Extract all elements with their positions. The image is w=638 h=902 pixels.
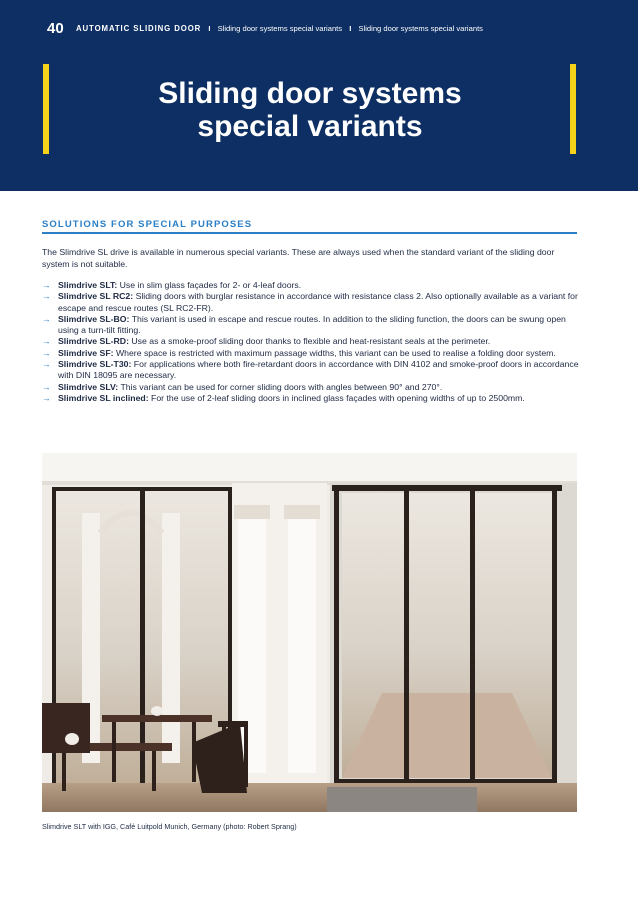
breadcrumb-item: Sliding door systems special variants: [358, 24, 483, 33]
variant-description: This variant is used in escape and rescue routes. In addition to the sliding function, the doors can be swung open using a turn-tilt fitting.: [58, 313, 566, 336]
list-item: [42, 393, 582, 404]
variant-name: Slimdrive SL inclined:: [58, 392, 149, 403]
header-band: [0, 0, 638, 191]
list-item: [42, 291, 582, 314]
arrow-right-icon: →: [42, 392, 51, 403]
variant-description: For applications where both fire-retardant doors in accordance with DIN 4102 and smoke-proof doors in accordance with DIN 18095 are necessary.: [58, 359, 579, 381]
arrow-right-icon: →: [42, 336, 51, 347]
accent-bar-left: [43, 64, 49, 154]
list-item: [42, 359, 582, 382]
arrow-right-icon: →: [42, 347, 51, 358]
arrow-right-icon: →: [42, 280, 51, 290]
page-title-line: Sliding door systems: [158, 77, 462, 110]
variant-name: Slimdrive SF:: [58, 347, 114, 358]
breadcrumb-separator: I: [349, 24, 352, 33]
variant-description: Where space is restricted with maximum passage widths, this variant can be used to realise a folding door system.: [113, 347, 556, 358]
page-title: [100, 77, 520, 143]
arrow-right-icon: →: [42, 359, 51, 370]
variant-name: Slimdrive SLV:: [58, 381, 119, 392]
variant-name: Slimdrive SLT:: [58, 280, 118, 290]
page-number: 40: [47, 20, 64, 37]
photo-caption: Slimdrive SLT with IGG, Café Luitpold Munich, Germany (photo: Robert Sprang): [42, 822, 297, 831]
arrow-right-icon: →: [42, 313, 51, 324]
list-item: [42, 280, 582, 291]
arrow-right-icon: →: [42, 381, 51, 392]
cafe-sliding-door-photo: [42, 453, 577, 812]
list-item: [42, 336, 582, 347]
section-divider: [42, 232, 577, 234]
variant-name: Slimdrive SL-RD:: [58, 336, 129, 347]
breadcrumb-item: Sliding door systems special variants: [217, 24, 343, 33]
variant-list: [42, 280, 582, 404]
section-heading: SOLUTIONS FOR SPECIAL PURPOSES: [42, 219, 253, 230]
list-item: [42, 314, 582, 337]
variant-description: This variant can be used for corner sliding doors with angles between 90° and 270°.: [118, 381, 443, 392]
page-title-line: special variants: [197, 110, 423, 143]
list-item: [42, 382, 582, 393]
variant-description: Sliding doors with burglar resistance in accordance with resistance class 2. Also optionally available as a variant for escape and rescue routes (SL RC2-FR).: [58, 291, 578, 313]
breadcrumb-section: AUTOMATIC SLIDING DOOR: [76, 24, 202, 33]
variant-name: Slimdrive SL RC2:: [58, 291, 134, 302]
accent-bar-right: [570, 64, 576, 154]
variant-description: Use in slim glass façades for 2- or 4-leaf doors.: [117, 280, 302, 290]
variant-description: Use as a smoke-proof sliding door thanks to flexible and heat-resistant seals at the perimeter.: [128, 336, 491, 347]
variant-name: Slimdrive SL-BO:: [58, 313, 130, 324]
breadcrumb: [76, 24, 483, 33]
intro-paragraph: The Slimdrive SL drive is available in numerous special variants. These are always used when the standard variant of the sliding door system is not suitable.: [42, 247, 555, 269]
arrow-right-icon: →: [42, 291, 51, 302]
list-item: [42, 348, 582, 359]
variant-name: Slimdrive SL-T30:: [58, 359, 132, 370]
variant-description: For the use of 2-leaf sliding doors in inclined glass façades with opening widths of up to 2500mm.: [148, 392, 525, 403]
breadcrumb-separator: I: [208, 24, 211, 33]
